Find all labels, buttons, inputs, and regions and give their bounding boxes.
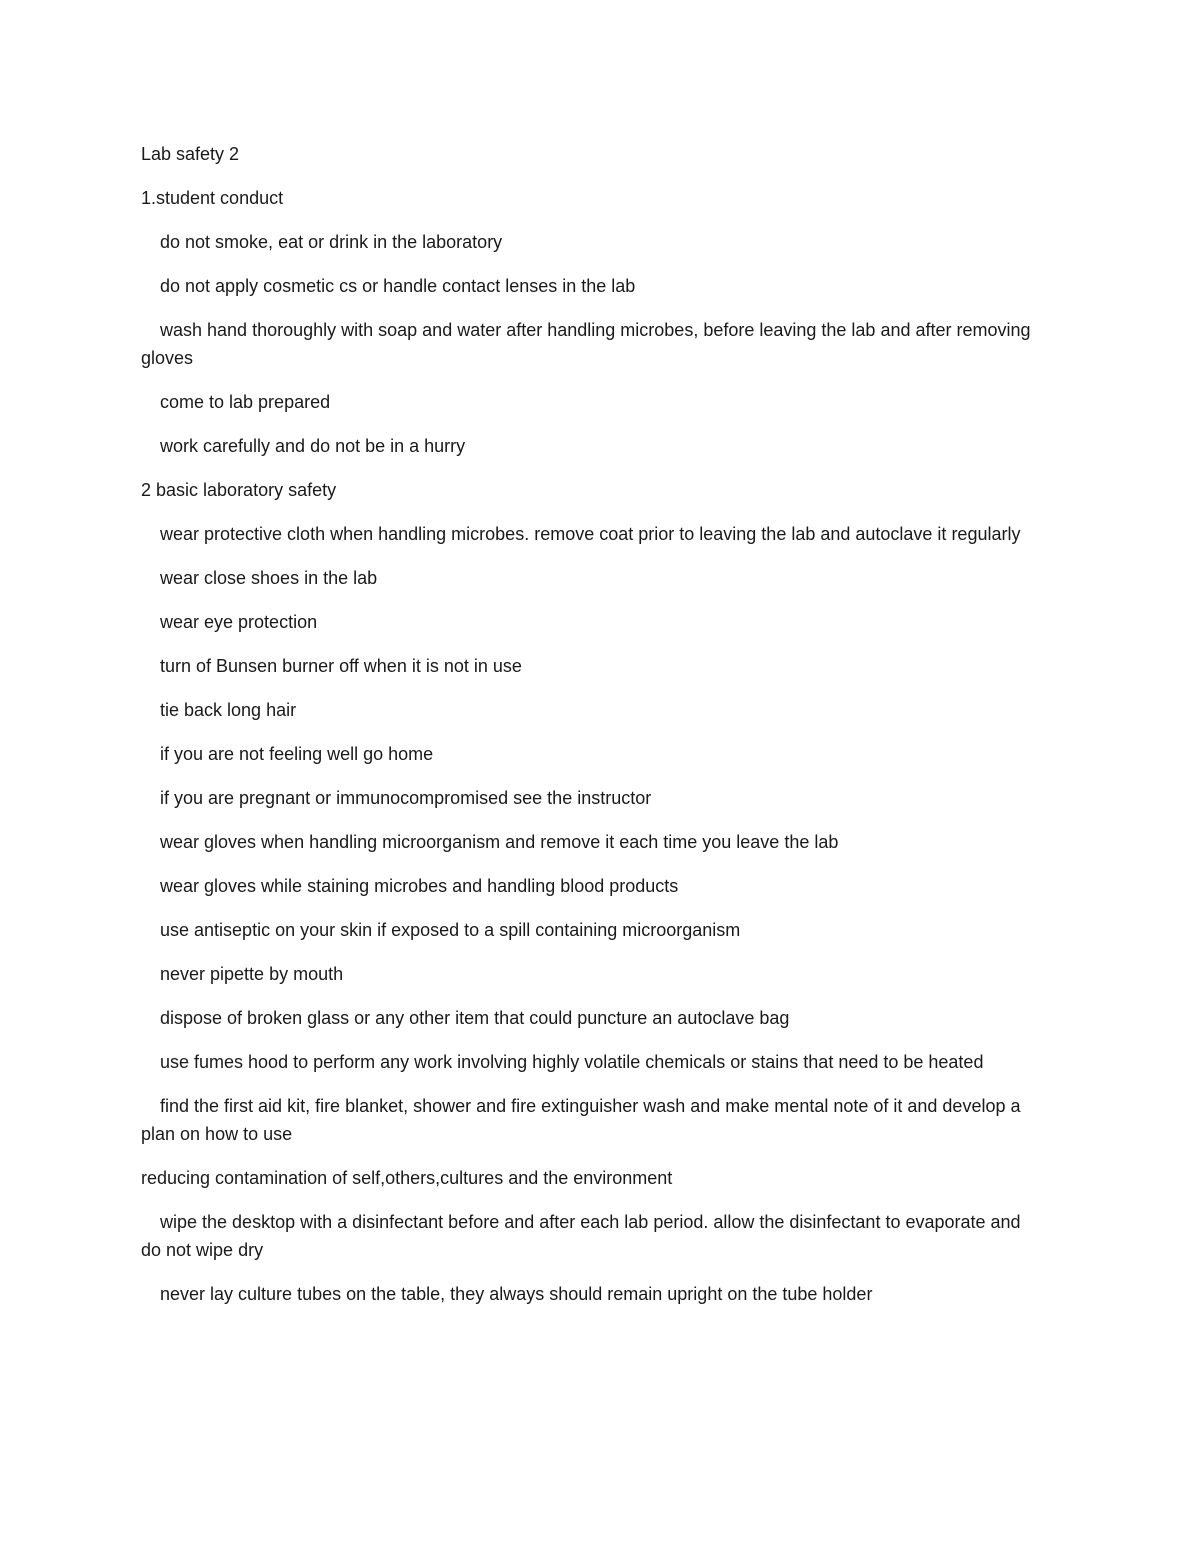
list-item: wear protective cloth when handling microbes. remove coat prior to leaving the lab and autoclave it regularly [160, 524, 1021, 544]
list-item: come to lab prepared [160, 392, 331, 412]
list-item: wash hand thoroughly with soap and water after handling microbes, before leaving the lab and after removing gloves [141, 320, 1031, 368]
list-item: wear close shoes in the lab [160, 568, 378, 588]
list-item: wear gloves while staining microbes and handling blood products [160, 876, 679, 896]
section-heading: reducing contamination of self,others,cultures and the environment [141, 1168, 673, 1188]
list-item: do not apply cosmetic cs or handle contact lenses in the lab [160, 276, 636, 296]
list-item: work carefully and do not be in a hurry [160, 436, 466, 456]
list-item: never lay culture tubes on the table, they always should remain upright on the tube holder [160, 1284, 873, 1304]
list-item: never pipette by mouth [160, 964, 344, 984]
list-item: wipe the desktop with a disinfectant before and after each lab period. allow the disinfectant to evaporate and do not wipe dry [141, 1212, 1021, 1260]
list-item: find the first aid kit, fire blanket, shower and fire extinguisher wash and make mental note of it and develop a plan on how to use [141, 1096, 1021, 1144]
list-item: tie back long hair [160, 700, 297, 720]
section-heading: 1.student conduct [141, 188, 284, 208]
list-item: use fumes hood to perform any work involving highly volatile chemicals or stains that need to be heated [160, 1052, 984, 1072]
list-item: if you are not feeling well go home [160, 744, 434, 764]
list-item: wear eye protection [160, 612, 318, 632]
list-item: if you are pregnant or immunocompromised see the instructor [160, 788, 652, 808]
document-title: Lab safety 2 [141, 144, 240, 164]
section-heading: 2 basic laboratory safety [141, 480, 337, 500]
list-item: dispose of broken glass or any other item that could puncture an autoclave bag [160, 1008, 790, 1028]
list-item: do not smoke, eat or drink in the laboratory [160, 232, 503, 252]
list-item: wear gloves when handling microorganism and remove it each time you leave the lab [160, 832, 839, 852]
list-item: use antiseptic on your skin if exposed to a spill containing microorganism [160, 920, 741, 940]
list-item: turn of Bunsen burner off when it is not in use [160, 656, 522, 676]
document-body [141, 140, 1041, 1324]
